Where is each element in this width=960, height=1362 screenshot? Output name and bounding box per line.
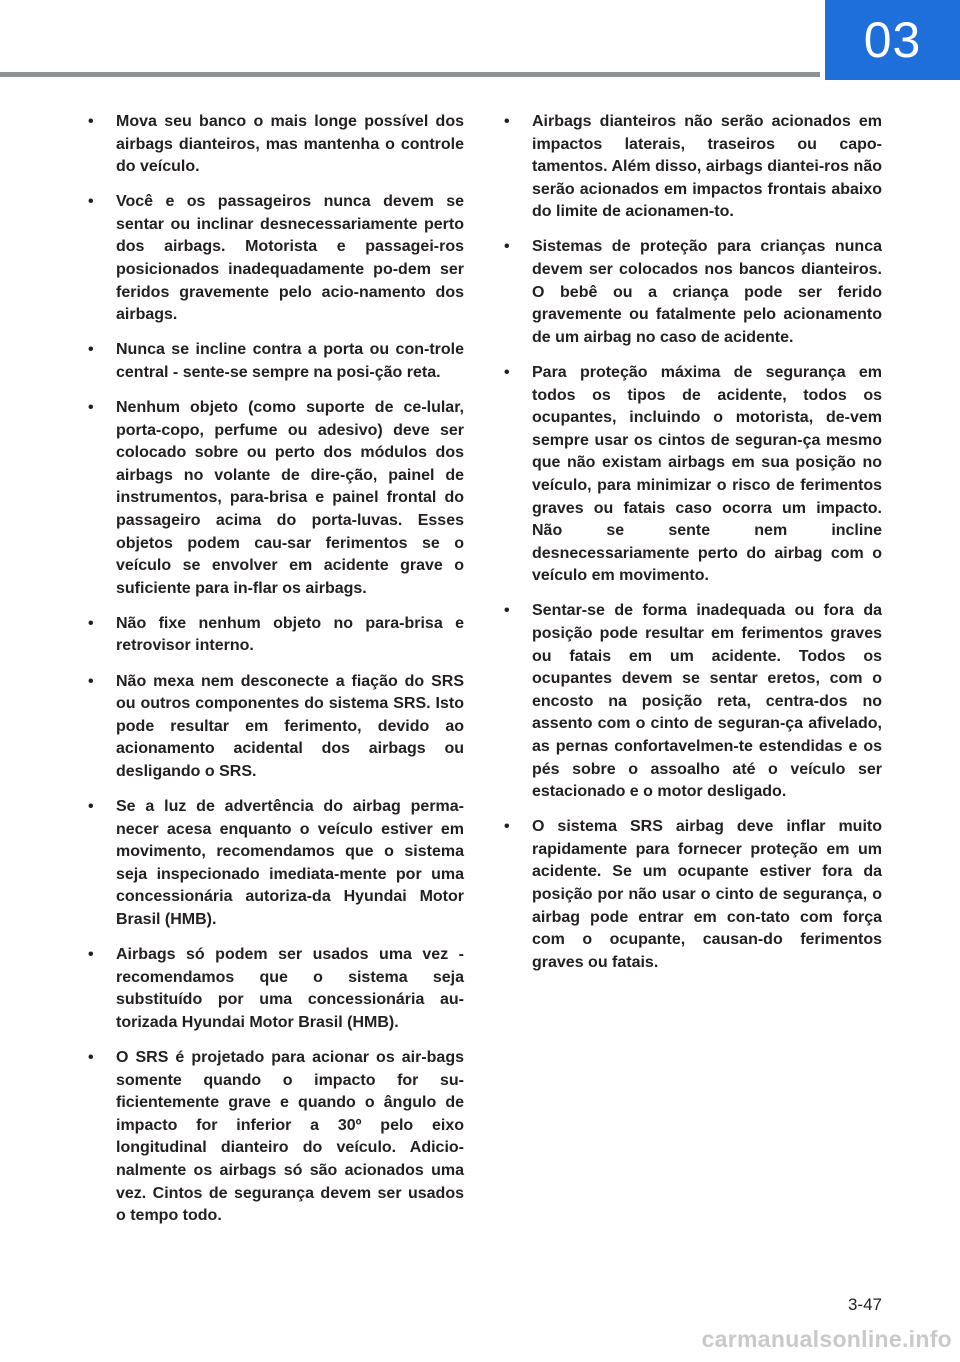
bullet-item [88, 796, 464, 932]
bullet-item [88, 191, 464, 327]
bullet-text: O sistema SRS airbag deve inflar muito rapidamente para fornecer proteção em um acidente. Se um ocupante estiver fora da posição por não usar o cinto de segurança, o airbag pode entrar em con-tato com força com o ocupante, causan-do ferimentos graves ou fatais. [532, 818, 882, 971]
bullet-marker: • [504, 113, 510, 130]
page-number: 3-47 [847, 1295, 882, 1314]
bullet-item [88, 339, 464, 384]
bullet-marker: • [88, 672, 94, 690]
bullet-item [504, 236, 882, 349]
bullet-marker: • [88, 798, 94, 816]
chapter-tab: 03 [825, 0, 960, 80]
bullet-marker: • [504, 238, 510, 256]
bullet-text: Para proteção máxima de segurança em todos os tipos de acidente, todos os ocupantes, incluindo o motorista, de-vem sempre usar os cintos de seguran-ça mesmo que não existam airbags em sua posição no veículo, para minimizar o risco de ferimentos graves ou fatais caso ocorra um impacto. Não se sente nem incline desnecessariamente perto do airbag com o veículo em movimento. [532, 363, 882, 585]
bullet-item [504, 816, 882, 974]
bullet-marker: • [88, 113, 94, 130]
bullet-item [504, 111, 882, 224]
bullet-item [88, 944, 464, 1034]
bullet-text: Não mexa nem desconecte a fiação do SRS ou outros componentes do sistema SRS. Isto pode resultar em ferimento, devido ao acionamento acidental dos airbags ou desligando o SRS. [116, 672, 464, 780]
header-rule [0, 72, 820, 77]
bullet-marker: • [88, 1048, 94, 1066]
bullet-text: O SRS é projetado para acionar os air-bags somente quando o impacto for su-ficientemente grave e quando o ângulo de impacto for inferior a 30º pelo eixo longitudinal dianteiro do veículo. Adicio-nalmente os airbags só são acionados uma vez. Cintos de segurança devem ser usados o tempo todo. [116, 1048, 464, 1225]
bullet-item [88, 397, 464, 600]
bullet-text: Mova seu banco o mais longe possível dos airbags dianteiros, mas mantenha o controle do veículo. [116, 113, 464, 176]
bullet-item [88, 1047, 464, 1228]
bullet-marker: • [88, 399, 94, 417]
bullet-text: Sistemas de proteção para crianças nunca devem ser colocados nos bancos dianteiros. O bebê ou a criança pode ser ferido gravemente ou fatalmente pelo acionamento de um airbag no caso de acidente. [532, 238, 882, 346]
bullet-item [88, 613, 464, 658]
bullet-text: Sentar-se de forma inadequada ou fora da posição pode resultar em ferimentos graves ou fatais em um acidente. Todos os ocupantes devem se sentar eretos, com o encosto na posição reta, centra-dos no assento com o cinto de seguran-ça afivelado, as pernas confortavelmen-te estendidas e os pés sobre o assoalho até o veículo ser estacionado e o motor desligado. [532, 602, 882, 801]
bullet-marker: • [504, 363, 510, 381]
bullet-marker: • [88, 614, 94, 632]
bullet-text: Não fixe nenhum objeto no para-brisa e retrovisor interno. [116, 614, 464, 655]
bullet-marker: • [504, 602, 510, 620]
bullet-marker: • [504, 818, 510, 836]
bullet-text: Nunca se incline contra a porta ou con-trole central - sente-se sempre na posi-ção reta. [116, 341, 464, 381]
bullet-marker: • [88, 946, 94, 964]
bullet-text: Airbags só podem ser usados uma vez - recomendamos que o sistema seja substituído por uma concessionária au-torizada Hyundai Motor Brasil (HMB). [116, 946, 464, 1031]
bullet-marker: • [88, 193, 94, 211]
bullet-text: Você e os passageiros nunca devem se sentar ou inclinar desnecessariamente perto dos airbags. Motorista e passagei-ros posicionados inadequadamente po-dem ser feridos gravemente pelo acio-namento dos airbags. [116, 193, 464, 324]
bullet-text: Airbags dianteiros não serão acionados em impactos laterais, traseiros ou capo-tamentos. Além disso, airbags diantei-ros não serão acionados em impactos frontais abaixo do limite de acionamen-to. [532, 113, 882, 221]
bullet-item [88, 111, 464, 179]
bullet-item [504, 362, 882, 588]
bullet-item [88, 671, 464, 784]
bullet-text: Se a luz de advertência do airbag perma-necer acesa enquanto o veículo estiver em movimento, recomendamos que o sistema seja inspecionado imediata-mente por uma concessionária autoriza-da Hyundai Motor Brasil (HMB). [116, 798, 464, 928]
right-column [504, 111, 882, 987]
bullet-text: Nenhum objeto (como suporte de ce-lular, porta-copo, perfume ou adesivo) deve ser colocado sobre ou perto dos módulos dos airbags no volante de dire-ção, painel de instrumentos, para-brisa e painel frontal do passageiro acima do porta-luvas. Esses objetos podem cau-sar ferimentos se o veículo se envolver em acidente grave o suficiente para in-flar os airbags. [116, 399, 464, 597]
watermark: carmanualsonline.info [701, 1326, 952, 1352]
bullet-item [504, 600, 882, 803]
bullet-marker: • [88, 341, 94, 359]
left-column [88, 111, 464, 1240]
